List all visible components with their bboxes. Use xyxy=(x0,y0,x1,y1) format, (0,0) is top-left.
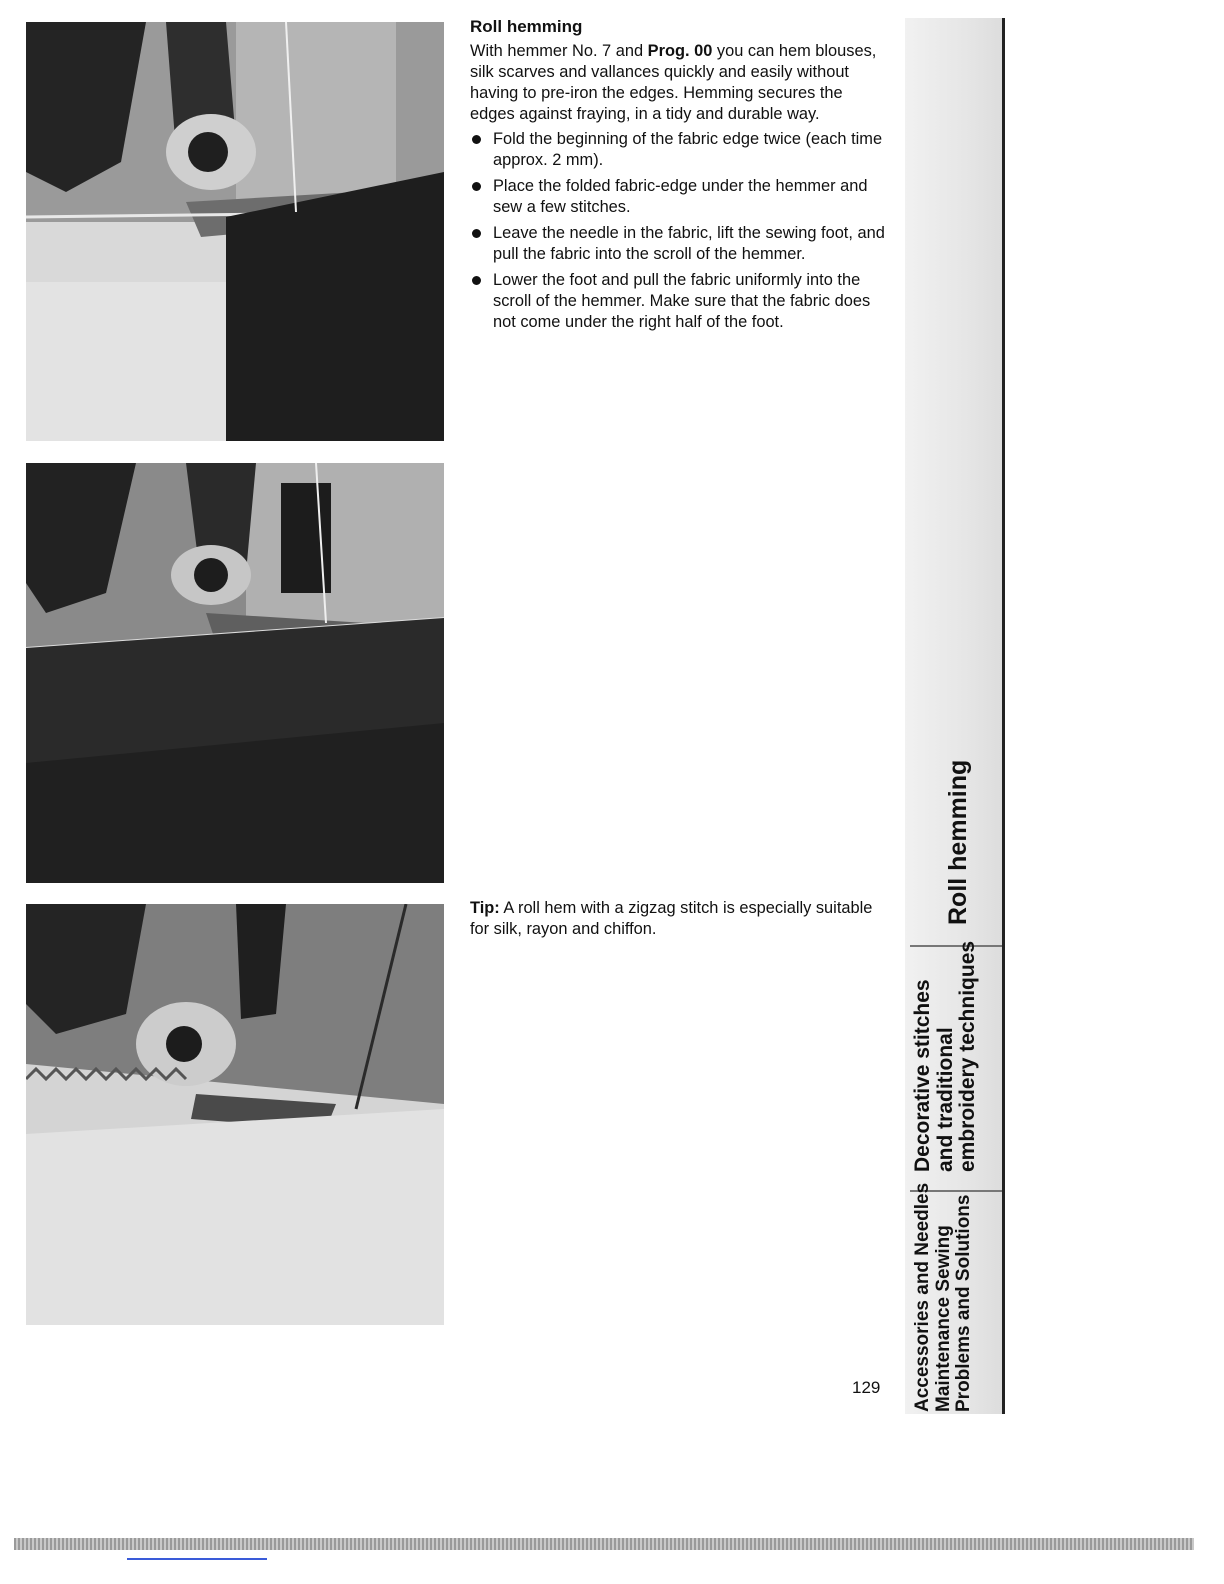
page-number: 129 xyxy=(852,1378,881,1397)
article-body xyxy=(470,16,890,338)
tip-paragraph xyxy=(470,898,890,940)
list-item: Place the folded fabric-edge under the hemmer and sew a few stitches. xyxy=(470,176,890,218)
tip-text: A roll hem with a zigzag stitch is especially suitable for silk, rayon and chiffon. xyxy=(470,899,873,938)
tab-line: Accessories and Needles xyxy=(912,1182,933,1412)
list-item: Lower the foot and pull the fabric uniformly into the scroll of the hemmer. Make sure that the fabric does not come under the right half of the foot. xyxy=(470,270,890,333)
tab-line: Problems and Solutions xyxy=(953,1194,974,1412)
step-list xyxy=(470,129,890,333)
list-item: Fold the beginning of the fabric edge twice (each time approx. 2 mm). xyxy=(470,129,890,171)
tab-accessories[interactable] xyxy=(913,1183,975,1412)
program-number: Prog. 00 xyxy=(647,42,713,60)
tab-line: Maintenance Sewing xyxy=(932,1225,954,1412)
photo-zigzag-roll-hem xyxy=(26,904,444,1325)
tab-edge-rule xyxy=(1002,18,1005,1414)
tab-line: Decorative stitches xyxy=(911,979,934,1172)
tab-line: and traditional xyxy=(933,1027,957,1172)
tab-decorative-stitches[interactable] xyxy=(912,941,980,1172)
photo-hemmer-scroll xyxy=(26,463,444,883)
scan-bottom-bar xyxy=(14,1538,1194,1550)
bottom-link-underline xyxy=(127,1558,267,1560)
tab-current-section[interactable]: Roll hemming xyxy=(944,759,972,925)
tab-line: embroidery techniques xyxy=(956,940,979,1172)
photo-hemmer-start xyxy=(26,22,444,441)
list-item: Leave the needle in the fabric, lift the sewing foot, and pull the fabric into the scroll of the hemmer. xyxy=(470,223,890,265)
tip-label: Tip: xyxy=(470,899,500,917)
intro-text-start: With hemmer No. 7 and xyxy=(470,42,648,60)
intro-paragraph xyxy=(470,41,890,125)
intro-text-end: you can hem blouses, silk scarves and vallances quickly and easily without having to pre-iron the edges. Hemming secures the edges against fraying, in a tidy and durable way. xyxy=(470,42,877,123)
section-heading: Roll hemming xyxy=(470,17,583,36)
